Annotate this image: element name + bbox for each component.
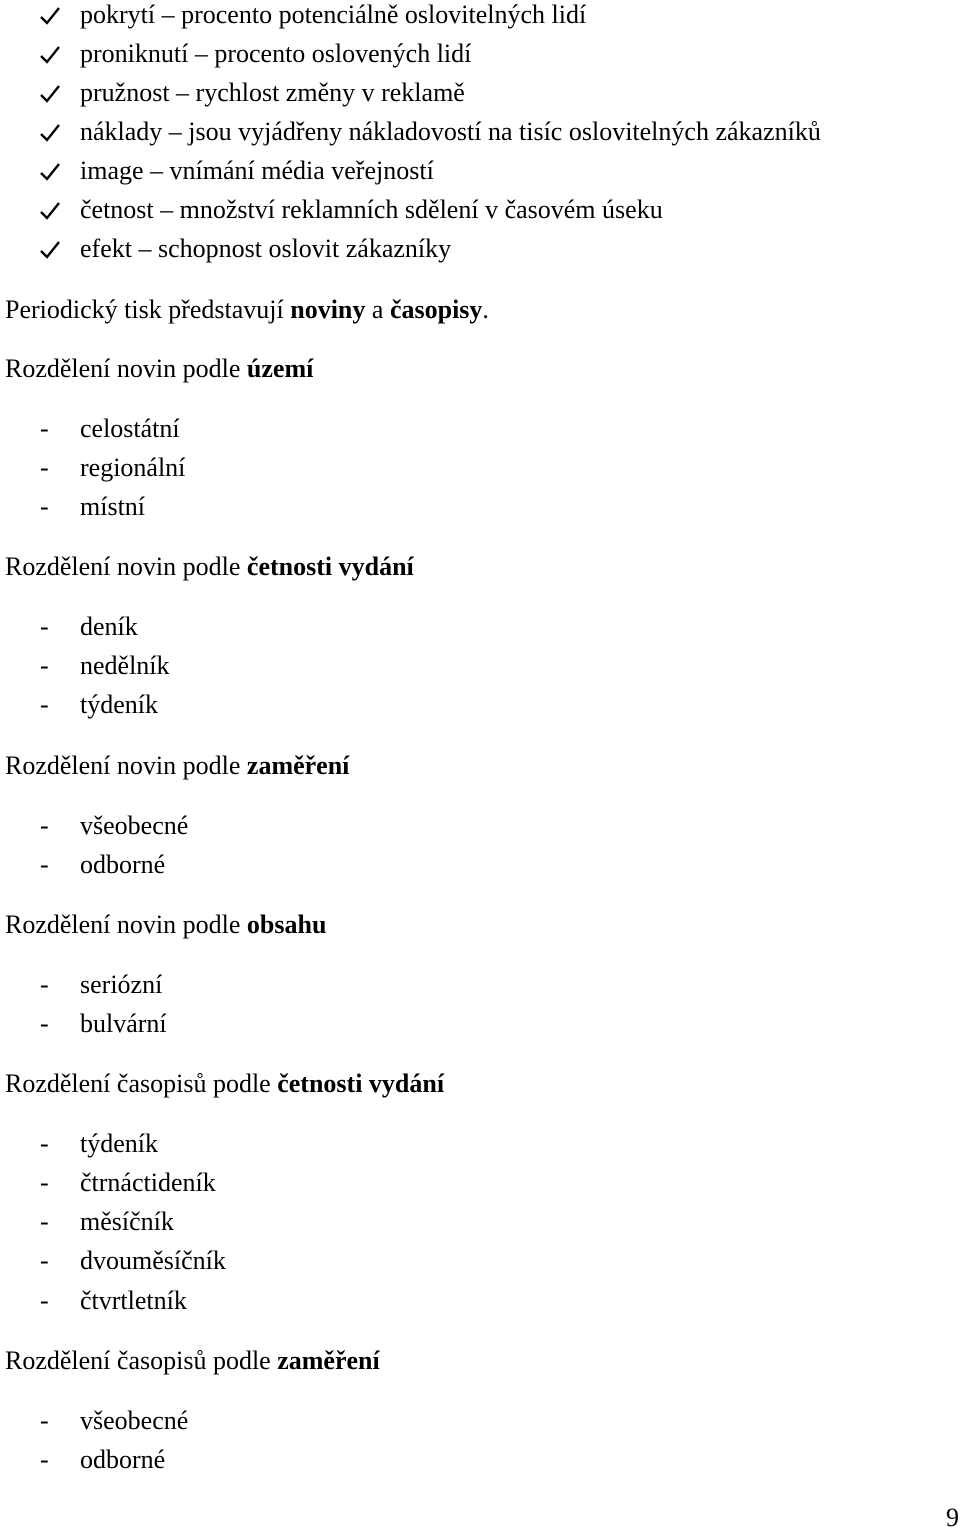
check-item-text: efekt – schopnost oslovit zákazníky [80,234,452,263]
checkmark-icon [40,117,62,147]
bullet-dash: - [40,970,49,999]
intro-bold-newspapers: noviny [290,295,366,324]
section-heading-prefix: Rozdělení novin podle [5,751,247,780]
list-item-text: měsíčník [80,1207,174,1236]
intro-bold-magazines: časopisy [389,295,483,324]
checkmark-icon [40,156,62,186]
section-heading-bold: četnosti vydání [277,1069,445,1098]
checkmark-icon [40,234,62,264]
section-heading-prefix: Rozdělení časopisů podle [5,1346,278,1375]
section-heading [5,354,313,384]
section-heading-prefix: Rozdělení novin podle [5,552,247,581]
check-item-text: pružnost – rychlost změny v reklamě [80,78,465,107]
section-heading [5,751,349,781]
page-number: 9 [946,1503,959,1532]
list-item-text: všeobecné [80,1406,189,1435]
section-heading-bold: četnosti vydání [246,552,414,581]
bullet-dash: - [40,414,49,443]
bullet-dash: - [40,651,49,680]
bullet-dash: - [40,1406,49,1435]
check-item-text: náklady – jsou vyjádřeny nákladovostí na tisíc oslovitelných zákazníků [80,117,821,146]
check-item-text: image – vnímání média veřejností [80,156,434,185]
bullet-dash: - [40,811,49,840]
section-heading-bold: obsahu [246,910,327,939]
bullet-dash: - [40,1246,49,1275]
bullet-dash: - [40,1286,49,1315]
bullet-dash: - [40,690,49,719]
section-heading [5,552,414,582]
bullet-dash: - [40,1168,49,1197]
intro-prefix: Periodický tisk představují [5,295,291,324]
check-item-text: pokrytí – procento potenciálně oslovitelných lidí [80,0,587,29]
intro-middle: a [365,295,390,324]
section-heading [5,1069,444,1099]
check-item-text: proniknutí – procento oslovených lidí [80,39,472,68]
list-item-text: regionální [80,453,186,482]
checkmark-icon [40,78,62,108]
list-item-text: týdeník [80,1129,158,1158]
section-heading-bold: zaměření [277,1346,380,1375]
list-item-text: dvouměsíčník [80,1246,226,1275]
list-item-text: deník [80,612,138,641]
list-item-text: odborné [80,850,166,879]
check-item-text: četnost – množství reklamních sdělení v časovém úseku [80,195,663,224]
intro-suffix: . [482,295,489,324]
section-heading [5,910,326,940]
bullet-dash: - [40,1445,49,1474]
section-heading-prefix: Rozdělení novin podle [5,354,247,383]
checkmark-icon [40,39,62,69]
list-item-text: týdeník [80,690,158,719]
list-item-text: všeobecné [80,811,189,840]
section-heading-bold: zaměření [246,751,350,780]
bullet-dash: - [40,1207,49,1236]
list-item-text: odborné [80,1445,166,1474]
intro-paragraph [5,295,489,325]
bullet-dash: - [40,850,49,879]
section-heading-prefix: Rozdělení novin podle [5,910,247,939]
list-item-text: čtrnáctideník [80,1168,216,1197]
checkmark-icon [40,0,62,30]
list-item-text: seriózní [80,970,163,999]
bullet-dash: - [40,612,49,641]
list-item-text: místní [80,492,146,521]
list-item-text: čtvrtletník [80,1286,187,1315]
bullet-dash: - [40,492,49,521]
bullet-dash: - [40,453,49,482]
list-item-text: celostátní [80,414,180,443]
checkmark-icon [40,195,62,225]
section-heading-prefix: Rozdělení časopisů podle [5,1069,278,1098]
list-item-text: bulvární [80,1009,167,1038]
bullet-dash: - [40,1129,49,1158]
section-heading [5,1346,380,1376]
bullet-dash: - [40,1009,49,1038]
list-item-text: nedělník [80,651,170,680]
section-heading-bold: území [246,354,314,383]
